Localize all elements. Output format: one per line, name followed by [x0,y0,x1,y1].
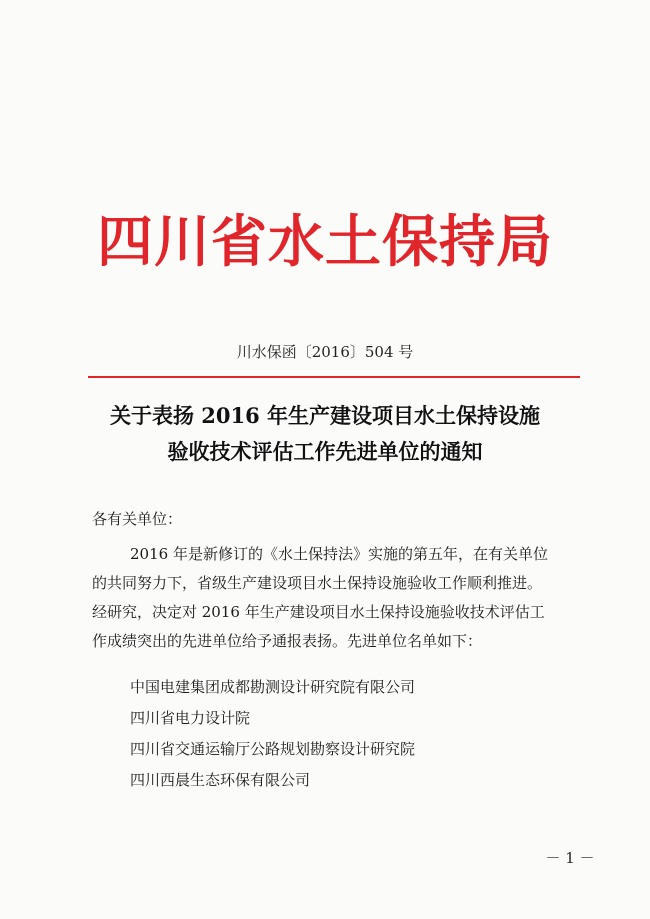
page-number: － 1 － [545,849,595,867]
advanced-units-list [130,672,415,796]
list-item: 四川省交通运输厅公路规划勘察设计研究院 [130,740,416,758]
body-line: 经研究，决定对 2016 年生产建设项目水土保持设施验收技术评估工 [92,603,545,621]
body-line: 2016 年是新修订的《水土保持法》实施的第五年，在有关单位 [130,545,548,563]
red-divider-line [88,376,580,378]
salutation: 各有关单位： [92,510,183,528]
notice-title-line: 验收技术评估工作先进单位的通知 [167,439,483,464]
list-item: 四川省电力设计院 [130,709,251,727]
list-item: 四川西晨生态环保有限公司 [130,771,311,789]
notice-title-line: 关于表扬 2016 年生产建设项目水土保持设施 [109,403,541,428]
issuer-heading: 四川省水土保持局 [97,210,553,275]
body-line: 的共同努力下，省级生产建设项目水土保持设施验收工作顺利推进。 [92,574,543,592]
body-paragraph [92,540,592,656]
notice-title [60,398,590,470]
document-number: 川水保函〔2016〕504 号 [236,343,414,361]
body-line: 作成绩突出的先进单位给予通报表扬。先进单位名单如下： [92,632,483,650]
list-item: 中国电建集团成都勘测设计研究院有限公司 [130,678,416,696]
